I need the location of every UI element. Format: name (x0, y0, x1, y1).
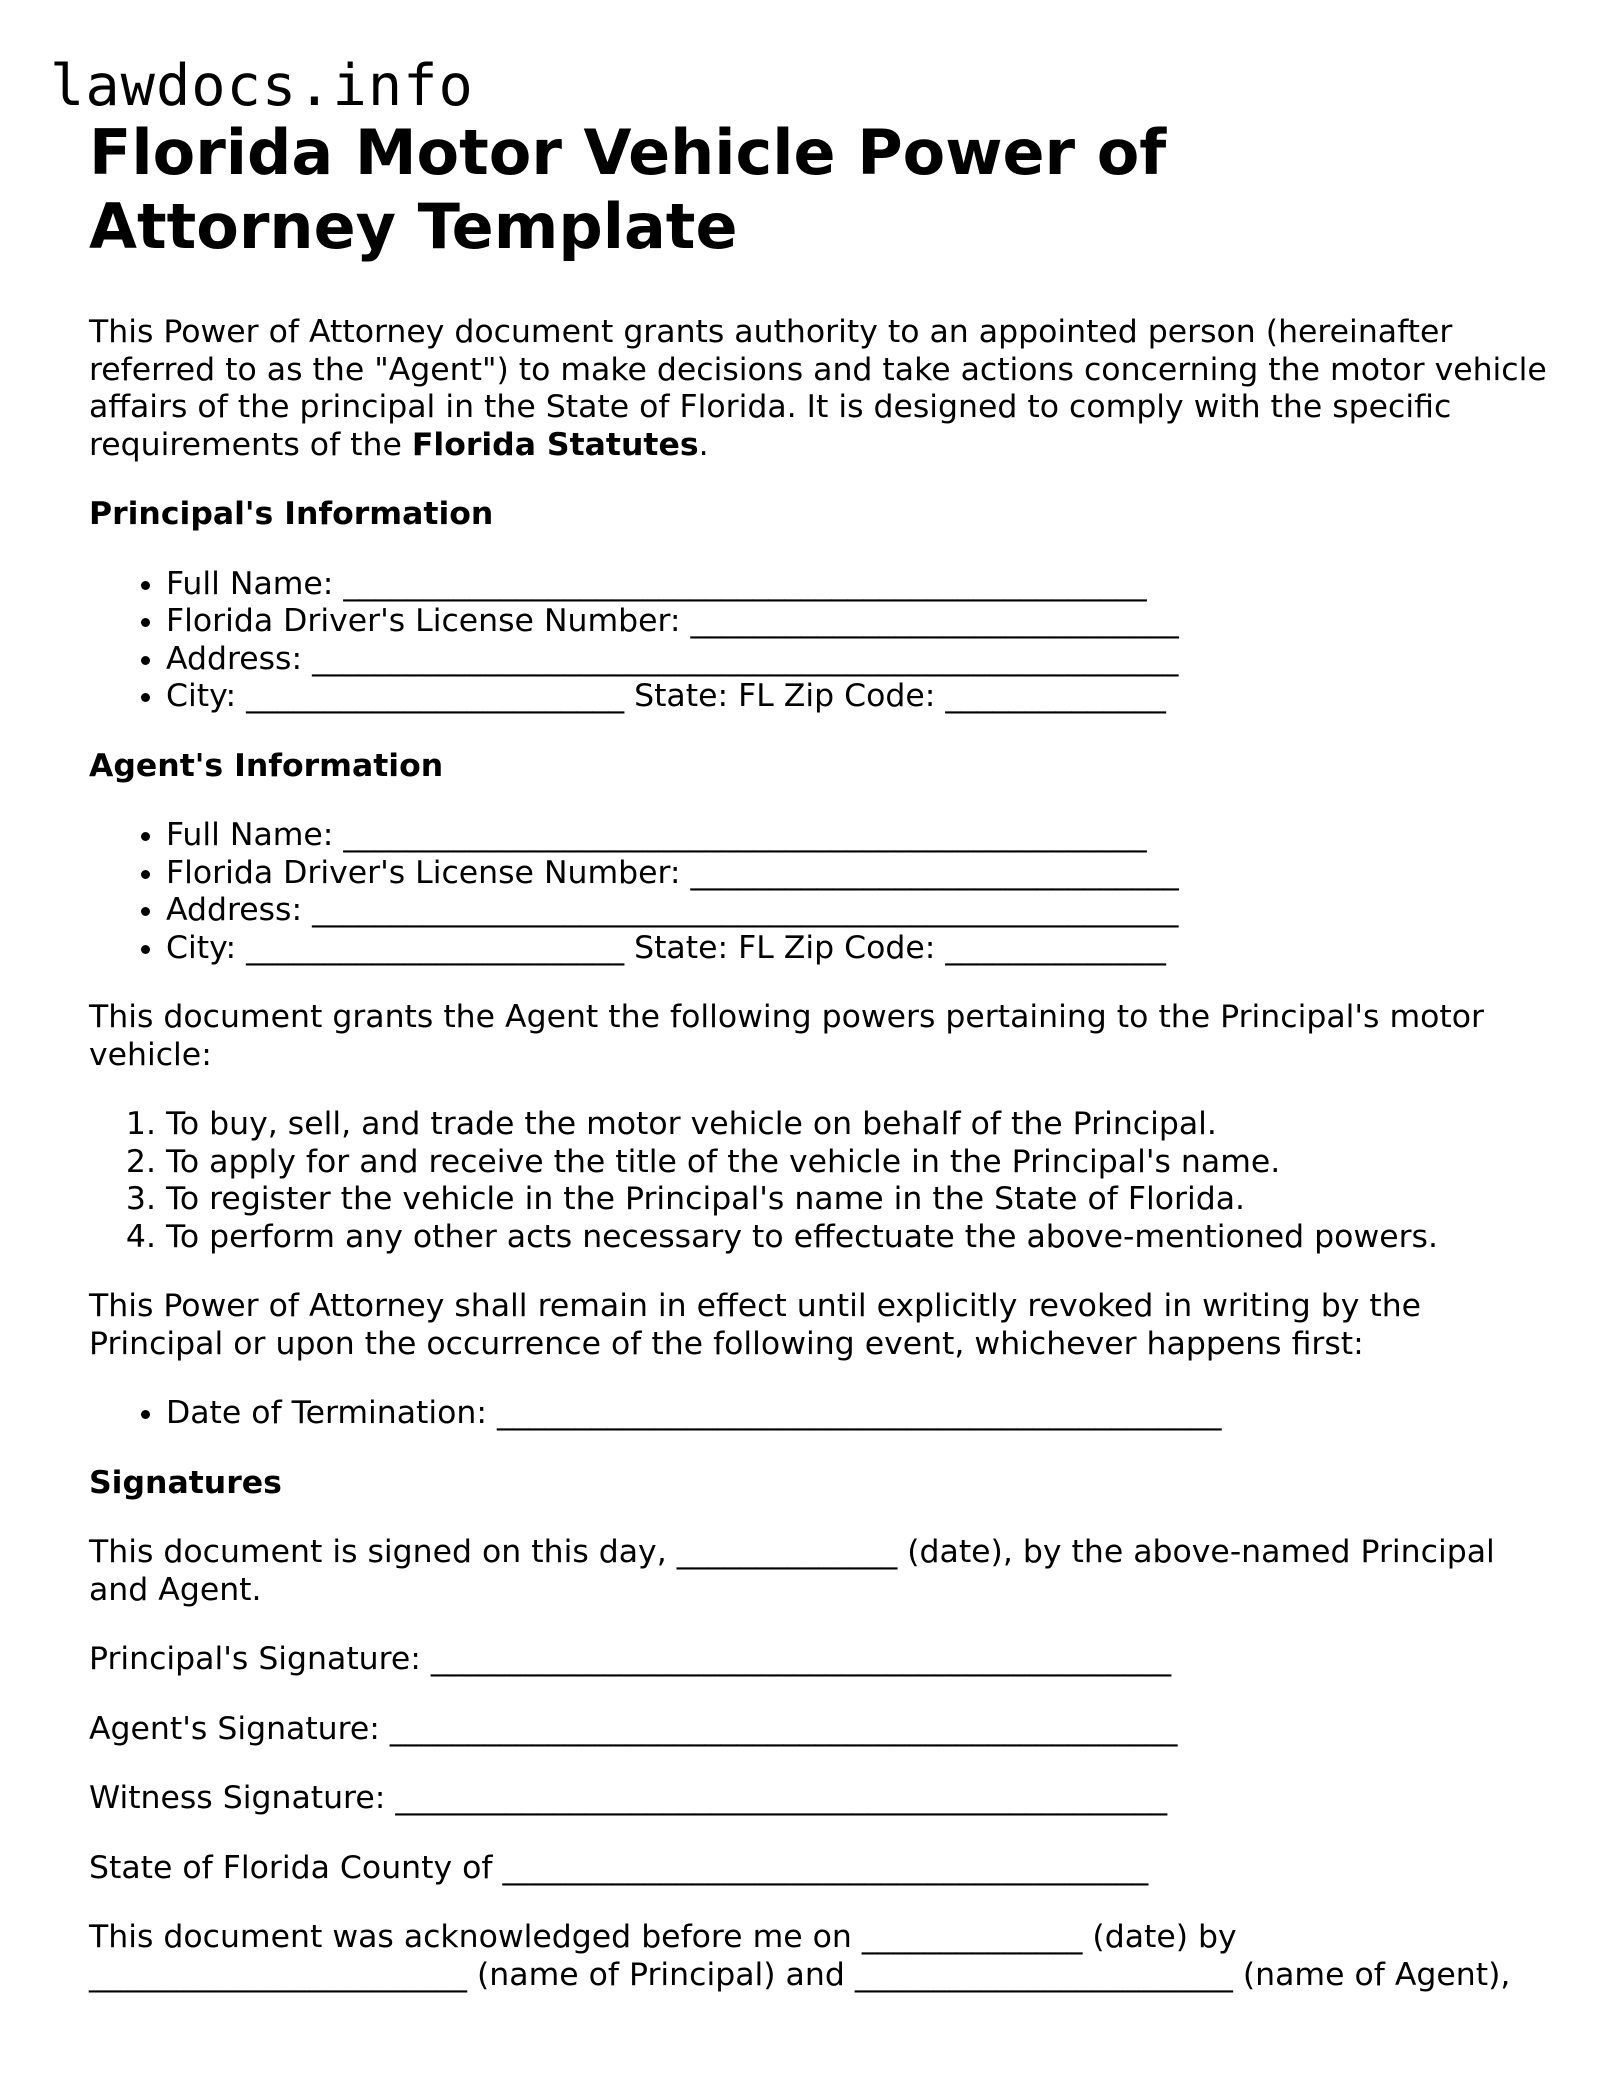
principal-fields-list (89, 566, 1549, 716)
witness-signature-field[interactable]: Witness Signature: _________________________________________________ (89, 1780, 1168, 1816)
agent-license-field[interactable] (166, 855, 1549, 893)
termination-date-label: Date of Termination: ______________________________________________ (166, 1395, 1222, 1431)
principal-license-label: Florida Driver's License Number: _______________________________ (166, 603, 1179, 639)
site-watermark: lawdocs.info (50, 53, 474, 119)
agent-address-field[interactable] (166, 892, 1549, 930)
intro-text: This Power of Attorney document grants authority to an appointed person (hereinafter referred to as the "Agent") to make decisions and take actions concerning the motor vehicle affairs of the principal in the State of Florida. It is designed to comply with the specific requirements of the (89, 314, 1547, 463)
termination-list (89, 1395, 1549, 1433)
powers-list (89, 1106, 1549, 1256)
document-body (89, 116, 1549, 2026)
agent-license-label: Florida Driver's License Number: _______________________________ (166, 854, 1179, 891)
powers-intro: This document grants the Agent the following powers pertaining to the Principal's motor vehicle: (89, 999, 1484, 1073)
power-item: 4. To perform any other acts necessary to effectuate the above-mentioned powers. (166, 1219, 1549, 1257)
principal-city-field[interactable] (166, 678, 1549, 716)
principal-full-name-label: Full Name: ___________________________________________________ (166, 565, 1147, 602)
principal-city-label: City: ________________________ State: FL Zip Code: ______________ (166, 678, 1166, 714)
principal-full-name-field[interactable] (166, 566, 1549, 604)
signed-on-date-field[interactable]: This document is signed on this day, ______________ (date), by the above-named Principal and Agent. (89, 1534, 1495, 1608)
principal-address-label: Address: _______________________________________________________ (166, 640, 1179, 677)
county-field[interactable]: State of Florida County of _________________________________________ (89, 1849, 1149, 1886)
agent-full-name-field[interactable] (166, 817, 1549, 855)
acknowledgment-field[interactable]: This document was acknowledged before me on ______________ (date) by ________________________ (name of Principal) and ________________________ (name of Agent), (89, 1919, 1511, 1993)
power-item: 1. To buy, sell, and trade the motor vehicle on behalf of the Principal. (166, 1106, 1549, 1144)
principal-license-field[interactable] (166, 603, 1549, 641)
agent-heading: Agent's Information (89, 747, 444, 784)
signatures-heading: Signatures (89, 1464, 282, 1501)
termination-date-field[interactable] (166, 1395, 1549, 1433)
principal-address-field[interactable] (166, 641, 1549, 679)
agent-city-label: City: ________________________ State: FL Zip Code: ______________ (166, 929, 1166, 966)
intro-paragraph (89, 314, 1549, 464)
power-item: 2. To apply for and receive the title of the vehicle in the Principal's name. (166, 1144, 1549, 1182)
power-item: 3. To register the vehicle in the Principal's name in the State of Florida. (166, 1181, 1549, 1219)
intro-period: . (698, 426, 709, 463)
agent-city-field[interactable] (166, 930, 1549, 968)
agent-full-name-label: Full Name: ___________________________________________________ (166, 817, 1147, 853)
document-title: Florida Motor Vehicle Power of Attorney Template (89, 116, 1167, 263)
agent-signature-field[interactable]: Agent's Signature: __________________________________________________ (89, 1710, 1178, 1747)
florida-statutes-bold: Florida Statutes (411, 426, 699, 463)
termination-paragraph: This Power of Attorney shall remain in effect until explicitly revoked in writing by the Principal or upon the occurrence of the following event, whichever happens first: (89, 1288, 1422, 1362)
principal-signature-field[interactable]: Principal's Signature: _______________________________________________ (89, 1641, 1172, 1677)
agent-address-label: Address: _______________________________________________________ (166, 892, 1179, 928)
agent-fields-list (89, 817, 1549, 967)
principal-heading: Principal's Information (89, 496, 494, 532)
